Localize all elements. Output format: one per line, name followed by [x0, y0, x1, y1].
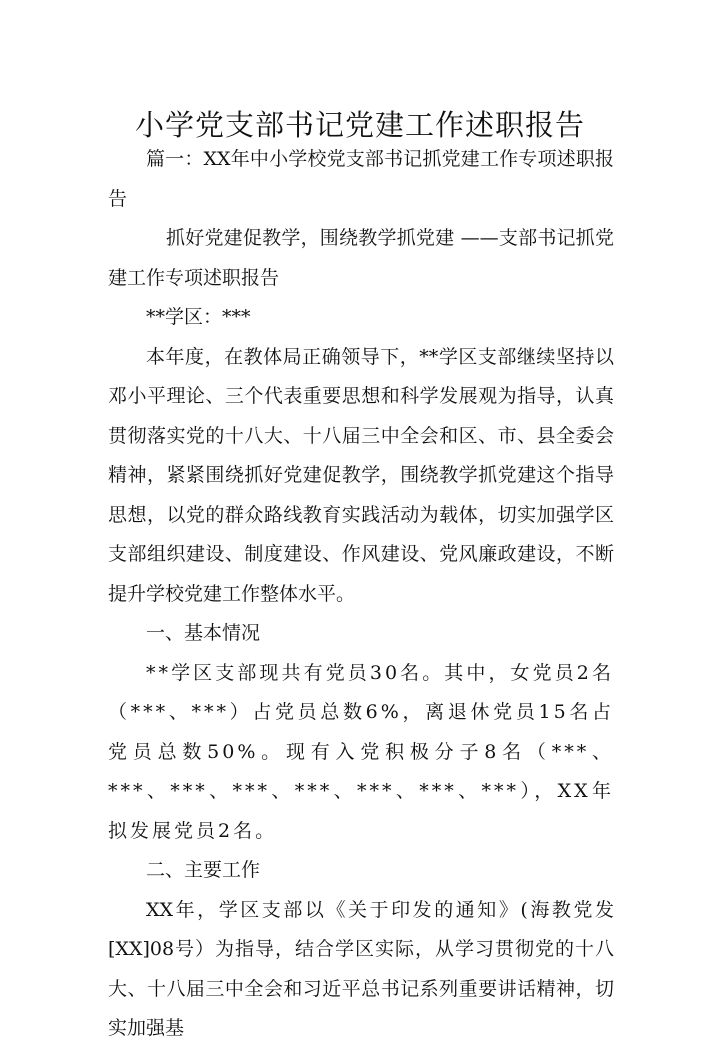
paragraph-main-work: XX年，学区支部以《关于印发的通知》(海教党发[XX]08号）为指导，结合学区实际，从学习贯彻党的十八大、十八届三中全会和习近平总书记系列重要讲话精神，切实加强基: [108, 898, 614, 1039]
section-heading-main-work: 二、主要工作: [146, 859, 261, 881]
paragraph-basic-situation: **学区支部现共有党员30名。其中，女党员2名（***、***）占党员总数6%，离退休党员15名占党员总数50%。现有入党积极分子8名（***、***、***、***、***、***、***、***），XX年拟发展党员2名。: [108, 661, 614, 842]
paragraph-chapter-heading: 篇一：XX年中小学校党支部书记抓党建工作专项述职报告: [108, 148, 614, 210]
document-body: [108, 140, 614, 1049]
document-title: 小学党支部书记党建工作述职报告: [134, 108, 585, 143]
paragraph-subtitle: 抓好党建促教学，围绕教学抓党建 ——支部书记抓党建工作专项述职报告: [108, 227, 614, 289]
paragraph-district: **学区：***: [146, 306, 251, 328]
section-heading-basic-situation: 一、基本情况: [146, 622, 261, 644]
paragraph-introduction: 本年度，在教体局正确领导下，**学区支部继续坚持以邓小平理论、三个代表重要思想和科学发展观为指导，认真贯彻落实党的十八大、十八届三中全会和区、市、县全委会精神，紧紧围绕抓好党建促教学，围绕教学抓党建这个指导思想，以党的群众路线教育实践活动为载体，切实加强学区支部组织建设、制度建设、作风建设、党风廉政建设，不断提升学校党建工作整体水平。: [108, 345, 614, 605]
